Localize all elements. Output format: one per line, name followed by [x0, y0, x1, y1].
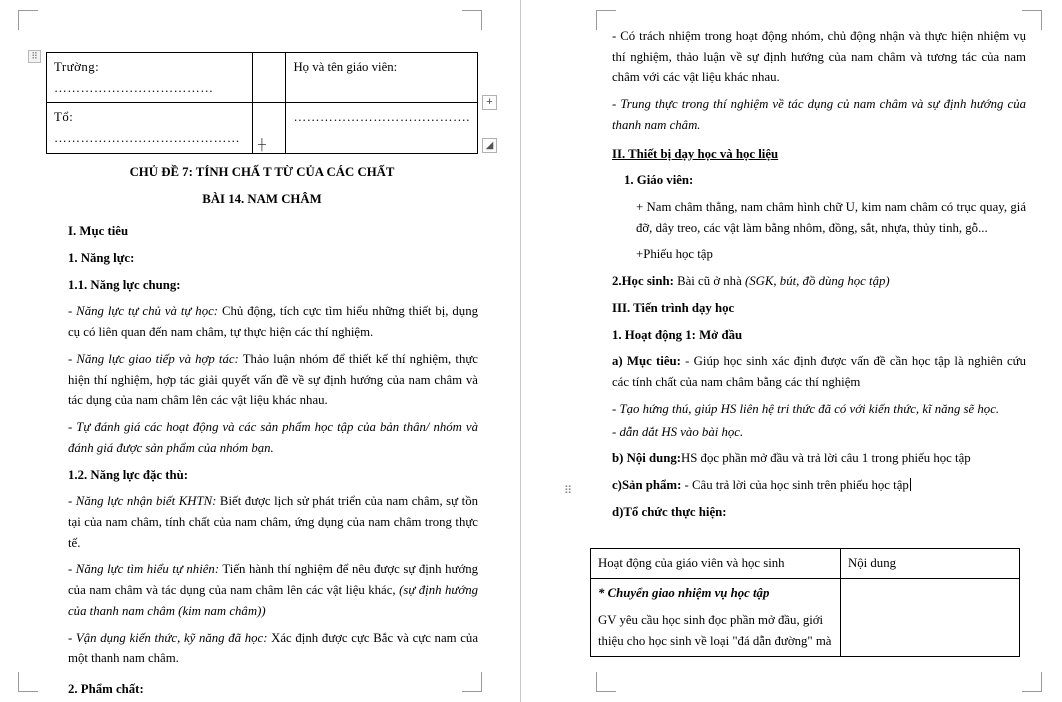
teacher-name-blank-cell[interactable]	[286, 103, 478, 153]
paragraph-responsibility: - Có trách nhiệm trong hoạt động nhóm, chủ động nhận và thực hiện nhiệm vụ thí nghiệm, thảo luận về sự định hướng của nam châm và tương tác của nam châm với các vật liệu khác nhau.	[612, 29, 1026, 85]
paragraph-communication	[46, 349, 478, 411]
content-cell[interactable]	[841, 579, 1020, 657]
table-move-handle[interactable]: ⠿	[28, 50, 41, 63]
paragraph-recognition	[46, 491, 478, 553]
right-page-content	[590, 0, 1026, 657]
resize-handle-button[interactable]: ◢	[482, 138, 497, 153]
paragraph-text-application: Xác định được cực Bắc và cực nam của một thanh nam châm.	[68, 630, 479, 666]
add-row-button[interactable]: +	[482, 95, 497, 110]
text-product: - Câu trả lời của học sinh trên phiếu học tập	[681, 477, 909, 492]
paragraph-application	[46, 628, 478, 669]
activity-table[interactable]	[590, 548, 1020, 657]
group-cell[interactable]	[47, 103, 253, 153]
section-heading-general-competency: 1.1. Năng lực chung:	[68, 277, 181, 292]
paragraph-equipment-list: + Nam châm thẳng, nam châm hình chữ U, kim nam châm có trục quay, giá đỡ, dây treo, các vật làm bằng nhôm, đồng, sắt, nhựa, thủy tinh, gỗ...	[636, 200, 1026, 235]
text-cursor	[910, 478, 911, 491]
column-resize-marker[interactable]: ┼	[258, 139, 266, 151]
label-product: c)Sản phẩm:	[612, 477, 682, 492]
paragraph-inquiry	[46, 559, 478, 621]
text-purpose: - Giúp học sinh xác định được vấn đề cần học tập là nghiên cứu các tính chất của nam châm bằng các thí nghiệm	[612, 354, 1026, 390]
table-row[interactable]	[47, 53, 478, 103]
paragraph-lead-in: - dẫn dắt HS vào bài học.	[612, 424, 744, 439]
paragraph-content	[590, 448, 1026, 469]
paragraph-product	[590, 475, 1026, 496]
text-student: Bài cũ ở nhà	[673, 274, 745, 289]
section-heading-equipment: II. Thiết bị dạy học và học liệu	[612, 146, 779, 161]
section-heading-objectives: I. Mục tiêu	[68, 224, 129, 239]
crop-mark-top-left	[18, 10, 38, 30]
paragraph-interest: - Tạo hứng thú, giúp HS liên hệ tri thức đã có với kiến thức, kĩ năng sẽ học.	[612, 401, 1000, 416]
activity-subtitle: * Chuyển giao nhiệm vụ học tập	[598, 586, 770, 601]
paragraph-worksheet: +Phiếu học tập	[636, 247, 713, 262]
table-move-handle-2[interactable]: ⠿	[564, 485, 573, 497]
label-student: 2.Học sinh:	[612, 274, 674, 289]
paragraph-self-learning	[46, 301, 478, 342]
text-content: HS đọc phần mở đầu và trả lời câu 1 trong phiếu học tập	[680, 451, 971, 466]
teacher-name-label: Họ và tên giáo viên:	[293, 60, 398, 74]
table-row[interactable]	[591, 579, 1020, 657]
lesson-title: BÀI 14. NAM CHÂM	[202, 191, 322, 206]
teacher-name-cell[interactable]	[286, 53, 478, 103]
subheading-activity-1: 1. Hoạt động 1: Mở đầu	[612, 327, 743, 342]
crop-mark-bottom-left-page2	[596, 672, 616, 692]
section-heading-process: III. Tiến trình dạy học	[612, 300, 735, 315]
lead-italic-inquiry: - Năng lực tìm hiểu tự nhiên:	[68, 562, 220, 577]
teacher-name-blank: ………………………………….	[293, 110, 470, 125]
left-page-content	[46, 0, 478, 702]
paragraph-text-self-learning: Chủ động, tích cực tìm hiểu những thiết bị, dụng cụ có liên quan đến nam châm, tự thực hiện các thí nghiệm.	[68, 304, 478, 340]
activity-body: GV yêu cầu học sinh đọc phần mở đầu, giới thiệu cho học sinh về loại "đá dẫn đường" mà	[598, 612, 832, 648]
chapter-title: CHỦ ĐỀ 7: TÍNH CHẤ T TỪ CỦA CÁC CHẤT	[129, 164, 395, 179]
school-cell[interactable]	[47, 53, 253, 103]
section-heading-specific-competency: 1.2. Năng lực đặc thù:	[68, 467, 189, 482]
table-header-row[interactable]	[591, 549, 1020, 579]
lead-italic-communication: - Năng lực giao tiếp và hợp tác:	[68, 351, 239, 366]
paragraph-text-recognition: Biết được lịch sử phát triển của nam châm, sự tồn tại của nam châm, tính chất của nam châm, ứng dụng của nam châm trong thực tế.	[68, 494, 478, 550]
page-divider	[520, 0, 521, 702]
italic-student-materials: (SGK, bút, đồ dùng học tập)	[744, 274, 890, 289]
lead-italic-application: - Vận dụng kiến thức, kỹ năng đã học:	[68, 630, 268, 645]
subheading-teacher: 1. Giáo viên:	[624, 173, 694, 188]
paragraph-student	[590, 271, 1026, 292]
trail-italic-inquiry: (sự định hướng của thanh nam châm (kim nam châm))	[68, 583, 479, 618]
school-label: Trường: ………………………………	[54, 60, 214, 95]
spacer-cell-1[interactable]	[253, 53, 286, 103]
group-label: Tổ: ……………………………………	[54, 110, 241, 146]
activity-cell[interactable]	[591, 579, 841, 657]
paragraph-self-assessment: - Tự đánh giá các hoạt động và các sản phẩm học tập của bản thân/ nhóm và đánh giá được sản phẩm của nhóm bạn.	[68, 420, 478, 455]
column-header-activity: Hoạt động của giáo viên và học sinh	[591, 549, 841, 579]
label-content: b) Nội dung:	[612, 451, 681, 466]
paragraph-honesty: - Trung thực trong thí nghiệm về tác dụng củ nam châm và sự định hướng của thanh nam châm.	[612, 97, 1026, 132]
paragraph-text-inquiry: Tiến hành thí nghiệm để nêu được sự định hướng của nam châm và tác dụng của nam châm lên các vật liệu khác,	[68, 562, 479, 598]
section-heading-competency: 1. Năng lực:	[68, 251, 135, 266]
paragraph-text-communication: Thảo luận nhóm để thiết kế thí nghiệm, thực hiện thí nghiệm, hợp tác giải quyết vấn đề về sự định hướng của nam châm và tác dụng của nam châm lên các vật liệu khác nhau.	[68, 351, 478, 408]
crop-mark-bottom-right-page2	[1022, 672, 1042, 692]
label-purpose: a) Mục tiêu:	[612, 354, 681, 369]
subheading-organization: d)Tổ chức thực hiện:	[612, 504, 727, 519]
crop-mark-bottom-left	[18, 672, 38, 692]
section-heading-qualities: 2. Phẩm chất:	[68, 681, 144, 696]
content-table-wrapper	[590, 548, 1020, 657]
lead-italic-self-learning: - Năng lực tự chủ và tự học:	[68, 304, 219, 319]
lead-italic-recognition: - Năng lực nhận biết KHTN:	[68, 494, 217, 509]
column-header-content: Nội dung	[841, 549, 1020, 579]
paragraph-purpose	[590, 351, 1026, 392]
